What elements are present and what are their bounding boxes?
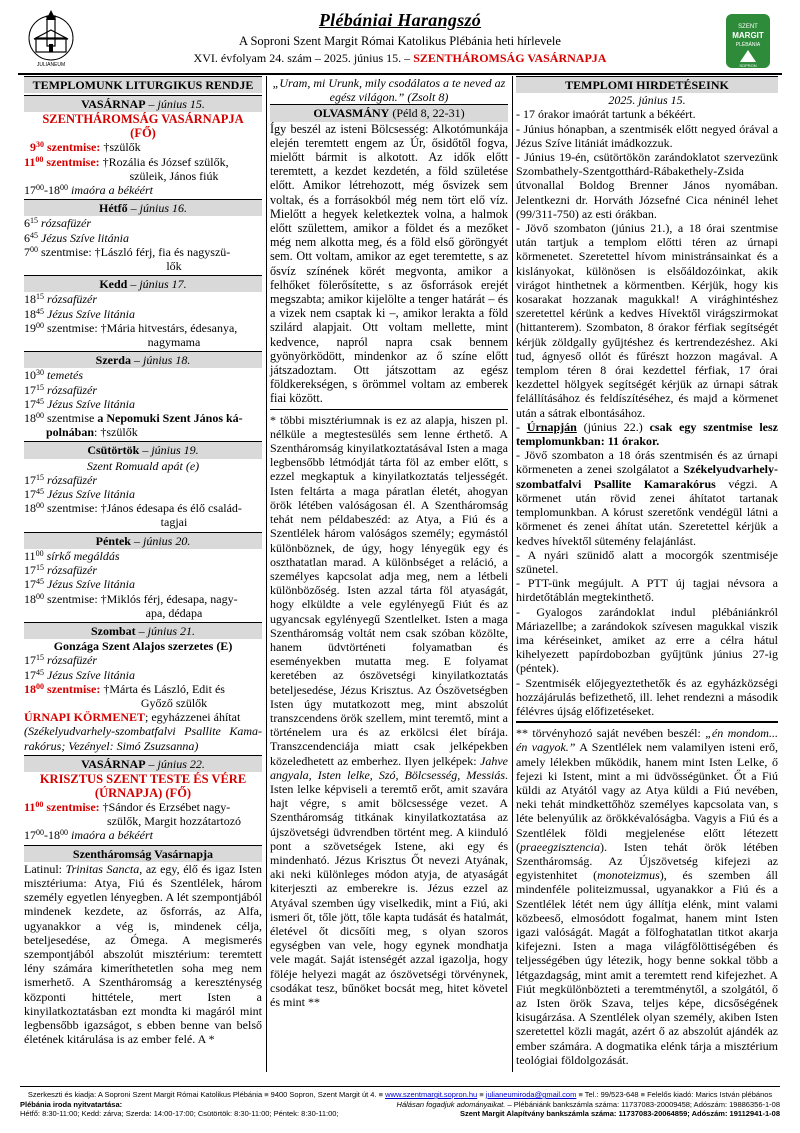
schedule-entry: $17^{45}$ Jézus Szíve litánia bbox=[24, 667, 135, 682]
schedule-entry: $18^{00}$ szentmise: †János édesapa és élő család- bbox=[24, 501, 242, 516]
day-heading-wednesday: Szerda – június 18. bbox=[24, 351, 262, 368]
schedule-entry: $17^{15}$ rózsafüzér bbox=[24, 382, 98, 397]
schedule-entry: $6^{45}$ Jézus Szíve litánia bbox=[24, 230, 129, 245]
schedule-entry: $17^{15}$ rózsafüzér bbox=[24, 653, 98, 668]
sunday-rank: (FŐ) bbox=[130, 126, 156, 141]
masthead-area bbox=[18, 8, 782, 76]
divider bbox=[516, 721, 778, 723]
mass-intention-cont: szüleik, János fiúk bbox=[129, 168, 219, 183]
schedule-entry: $18^{45}$ Jézus Szíve litánia bbox=[24, 306, 135, 321]
schedule-entry-cont: nagymama bbox=[147, 335, 201, 350]
notice-item: - Június hónapban, a szentmisék előtt negyed órával a Jézus Szíve litániát imádkozzuk. bbox=[516, 121, 778, 150]
prayer-hour: $17^{00}-18^{00}$ imaóra a békéért bbox=[24, 828, 153, 843]
parish-logo-bot: PLÉBÁNIA bbox=[735, 42, 761, 48]
reading-heading: OLVASMÁNY (Péld 8, 22-31) bbox=[270, 104, 508, 121]
divider bbox=[270, 409, 508, 410]
footer bbox=[20, 1090, 780, 1119]
saint-of-day: Szent Romuald apát (e) bbox=[86, 458, 200, 473]
schedule-entry: $19^{00}$ szentmise: †Mária hitvestárs, édesanya, bbox=[24, 320, 238, 335]
trinity-continuation-2: ** törvényhozó saját nevében beszél: „én mondom... én vagyok.” A Szentlélek nem valamilyen isteni erő, amely lélekben működik, hanem mint Isten Lelke, ő fejezi ki Istent, mint a mi üdvösségünket. Őt a Fiú küldi az Atyától vagy az Atya küldi a Fiú nevében, neki tehát mindkettőhöz személyes kapcsolata van, s léte belenyúlik az örökkévalóságba. Vagyis a Fiú és a Szentlélek földi megjelenése előtt létezett (praeegzisztenciа). Isten tehát örök létében Szentháromság. Az Újszövetség kifejezi az egyistenhitet (monoteizmus), és szemben áll mindenféle politeizmussal, ugyanakkor a Fiú és a Szentlélek létét nem úgy állítja elénk, mint valami közbeeső, elmosódott fogalmat, hanem mint Isten igazi valóságát. Magát a fölfoghatatlan titkot akarja kifejezni. Isten a maga világfölöttiségében és teljességében úgy létezik, hogy benne sokkal több a létgazdagság, mint amit a teremtett rend kifejezhet. A Fiút megkülönbözteti a teremtménytől, a szolgától, ő az Isten örök Szava, teljes képe, dicsőségének kisugárzása. A Szentlélek olyan személy, akiben Isten szeretettel közli magát, azért ő az abszolút ajándék az ember számára. A dogmatika elénk tárja a misztérium teológiai földolgozását. bbox=[516, 726, 778, 1067]
notice-item: - 17 órakor imaórát tartunk a békéért. bbox=[516, 107, 696, 122]
procession-note: (Székelyudvarhely-szombatfalvi Psallite Kama-rakórus; Vezényel: Simó Zsuzsanna) bbox=[24, 724, 262, 753]
mass-time: $11^{00}$ szentmise: bbox=[24, 154, 103, 169]
notice-urnap: - Úrnapján (június 22.) csak egy szentmise lesz templomunkban: 11 órakor. bbox=[516, 419, 778, 449]
schedule-entry: $17^{45}$ Jézus Szíve litánia bbox=[24, 396, 135, 411]
church-logo bbox=[26, 8, 76, 72]
notice-item: - PTT-ünk megújult. A PTT új tagjai névsora a hirdetőtáblán megtekinthető. bbox=[516, 576, 778, 605]
parish-logo-small: SOPRON bbox=[739, 63, 757, 68]
schedule-entry: $18^{00}$ szentmise: †Miklós férj, édesapa, nagy- bbox=[24, 591, 238, 606]
day-heading-friday: Péntek – június 20. bbox=[24, 532, 262, 549]
mass-entry bbox=[24, 155, 262, 169]
liturgy-column bbox=[24, 76, 262, 1046]
prayer-hour: $17^{00}-18^{00}$ imaóra a békéért bbox=[24, 183, 153, 198]
reading-column bbox=[270, 76, 508, 1009]
notice-item: - Jövő szombaton a 18 órás szentmisén és az úrnapi körmeneten a zenei szolgálatot a Székelyudvarhely-szombatfalvi Psallite Kamarakórus végzi. A körmenet után rövid zenei áhítatot tartanak templomunkban. A kórust szeretőnk vendégül látni a körmenet és zenei áhítat után. Szeretettel kérjük a kedves hívektől sütemény felajánlást. bbox=[516, 448, 778, 548]
schedule-entry: $11^{00}$ sírkő megáldás bbox=[24, 548, 120, 563]
footer-row bbox=[20, 1109, 780, 1119]
notice-item: - Jövő szombaton (június 21.), a 18 órai szentmise után tartjuk a templom előtti téren az úrnapi körmenetet. Szeretettel hívom ministránsainkat és a kislányokat, különösen is elsőáldozóinkat, akik virágot hinthetnek a körmentben. Kérjük, hogy kis kosarakat hozzanak magukkal! A virághintéshez szeretettel kérünk a kedves Hívektől virágszirmokat (hittanterem). Szombaton, 8 órakor férfiak segítségét kérjük zöldgally gyűjtéshez és kertrendezéshez. Aki tud, ágnyeső ollót és fűrészt hozzon magával. A templom téren 8 órai kezdettel férfiak, 17 órai kezdettel hölgyek segítségét kérjük az úrnapi sátrak felállításához és feldíszítéséhez, és majd a körmenet után a sátrak elbontásához. bbox=[516, 221, 778, 420]
schedule-entry-cont: lők bbox=[166, 259, 182, 274]
issue-feast: SZENTHÁROMSÁG VASÁRNAPJA bbox=[413, 51, 607, 65]
notices-date: 2025. június 15. bbox=[608, 93, 686, 108]
schedule-entry: $6^{15}$ rózsafüzér bbox=[24, 216, 92, 231]
footer-row bbox=[20, 1100, 780, 1110]
foundation-bank: Szent Margit Alapítvány bankszámla száma: 11737083-20064859; Adószám: 19112941-1-08 bbox=[459, 1109, 780, 1118]
mass-entry bbox=[24, 140, 262, 154]
reading-text: Így beszél az isteni Bölcsesség: Alkotómunkája elején teremtett engem az Úr, ősidőtől fogva, mielőtt bármit is alkotott. Az idők előtt teremtett, a kezdet kezdetén, a föld születése előtt. Amikor létrehozott, még ősvizek sem voltak, és a forrásokból még nem tört elő víz. Mielőtt a hegyek keletkeztek volna, a halmok előtt születtem, amikor a földet és a mezőket még nem alkotta meg, és a föld első göröngyét sem. Ott voltam, amikor az eget teremtette, s az ősvíz színének körét megvonta, amikor a felhőket fölerősítette, s az ősforrások erejét megszabta; amikor kijelölte a tenger határát – és a vizek nem csaptak ki –, amikor lerakta a föld szilárd alapjait. Ott voltam mellette, mint kedvence, napról napra csak bennem gyönyörködött, mindenkor az ő színe előtt játszadoztam. Ott játszottam az egész földkerekségen, s örömmel voltam az emberek fiai között. bbox=[270, 121, 508, 406]
schedule-entry: $17^{45}$ Jézus Szíve litánia bbox=[24, 577, 135, 592]
schedule-entry: $17^{15}$ rózsafüzér bbox=[24, 472, 98, 487]
church-logo-text: JULIANEUM bbox=[36, 62, 66, 68]
day-heading-tuesday: Kedd – június 17. bbox=[24, 275, 262, 292]
office-hours: Hétfő: 8:30-11:00; Kedd: zárva; Szerda: 14:00-17:00; Csütörtök: 8:30-11:00; Péntek: 8:30-11:00; bbox=[20, 1109, 339, 1118]
notice-item: - Június 19-én, csütörtökön zarándoklatot szervezünk Szombathely-Szentgotthárd-Rábakethely-Zsida útvonallal Boldog Brenner János nyomában. Jelentkezni dr. Horváth Józsefné Cica néninél lehet (99/311-750) az esti órákban. bbox=[516, 150, 778, 221]
mass-intention: †Rozália és József szülők, bbox=[102, 154, 229, 169]
sunday-feast: SZENTHÁROMSÁG VASÁRNAPJA bbox=[42, 112, 244, 127]
footer-publisher: Szerkeszti és kiadja: A Soproni Szent Margit Római Katolikus Plébánia ≡ 9400 Sopron, Szent Margit út 4. ≡ www.szentmargit.sopron.hu ≡ julianeumiroda@gmail.com ≡ Tel.: 99/523-648 ≡ Felelős kiadó: Marics István plébános bbox=[27, 1090, 773, 1099]
psalm-quote: „Uram, mi Urunk, mily csodálatos a te neved az egész világon.” (Zsolt 8) bbox=[272, 76, 506, 105]
day-heading-monday: Hétfő – június 16. bbox=[24, 199, 262, 216]
trinity-continuation: * többi misztériumnak is ez az alapja, hiszen pl. nélküle a megtestesülés sem lenne érthető. A Szentháromság kinyilatkoztatásával Isten a maga legbensőbb létmódját tárta föl az ember előtt, s ezzel megkaptuk a kinyilatkoztatás teljességét. Isten feltárta a maga páratlan életét, ahogyan örök létében valóságosan él. A Szentháromság tehát nem példabeszéd: az Atya, a Fiú és a Szentlélek három valóságos személy; egymástól különböznek, de úgy, hogy lényegük egy és oszthatatlan marad. A különbséget a reláció, a személyes kapcsolat adja meg, nem a létbeli különbözőség. Isten azzal tárta föl atyaságát, hogy elküldte a vele egylényegű Fiút és az ugyancsak egylényegű Szentlelket. Isten a maga Szentháromság voltát nem csak szóban közölte, hanem üdvtörténeti folyamatban és eseményekben mutatta meg. E folyamat keretében az ószövetségi kinyilatkoztatás beteljesedése, Jézus Krisztus. Az Ószövetségben Isten úgy mutatkozott meg, mint abszolút transzcendens örök szellem, mint teremtő, mint a történelem ura és az erkölcsi élet bírája. Transzcendenciája miatt csak jelképekben közeledhetett az emberhez. Ilyen jelképek: Jahve angyala, Isten lelke, Szó, Bölcsesség, Messiás. Isten lelke képviseli a teremtő erőt, amit szavára hajt végre, s amit bölcsessége vezet. A Szentháromság titkának kinyilatkoztatása az újszövetségi üdvrendben történt meg. A kiinduló pont a szövetségek Istene, aki egy és mindenható. Jézus Krisztus Őt nevezi Atyának, aki neki különleges módon atyja, de atyaságát kiterjeszti az emberekre is. Jézus ezzel az Atyával szemben úgy viselkedik, mint a Fiú, aki ismeri őt, tőle jött, tőle kapta tudását és hatalmát, életével őt dicsőíti meg, s olyan szoros egységben van vele, hogy egynek mondhatja vele magát. Saját istenségét azzal igazolja, hogy föléje helyezi magát az ószövetségi törvénynek, csodákat tesz, bűnöket bocsát meg, hitet követel és mint ** bbox=[270, 412, 508, 1009]
email-link[interactable]: julianeumiroda@gmail.com bbox=[485, 1090, 577, 1099]
schedule-entry: $18^{00}$ szentmise a Nepomuki Szent János ká- bbox=[24, 411, 243, 426]
office-hours-label: Plébánia iroda nyitvatartása: bbox=[20, 1099, 123, 1109]
column-divider bbox=[266, 76, 267, 1072]
parish-logo-mid: MARGIT bbox=[732, 31, 764, 40]
footer-rule bbox=[20, 1086, 780, 1087]
schedule-entry-cont: polnában: †szülők bbox=[46, 425, 138, 440]
notice-item: - Gyalogos zarándoklat indul plébániánkról Máriazellbe; a zarándokok szívesen magukkal viszik ima kéréseinket, amiket az erre a célra hátul kihelyezett papírdobozban gyűjtünk június 27-ig (péntek). bbox=[516, 604, 778, 676]
day-heading-thursday: Csütörtök – június 19. bbox=[24, 441, 262, 458]
schedule-entry: $17^{15}$ rózsafüzér bbox=[24, 563, 98, 578]
mass-intention: †szülők bbox=[103, 140, 141, 155]
notices-heading: TEMPLOMI HIRDETÉSEINK bbox=[516, 76, 778, 93]
parish-logo bbox=[722, 10, 774, 72]
newsletter-subtitle: A Soproni Szent Margit Római Katolikus Plébánia heti hírlevele bbox=[239, 34, 561, 48]
sunday2-feast: KRISZTUS SZENT TESTE ÉS VÉRE bbox=[39, 771, 247, 786]
mass-entry: $11^{00}$ szentmise: †Sándor és Erzsébet nagy- bbox=[24, 799, 231, 814]
trinity-heading: Szentháromság Vasárnapja bbox=[24, 845, 262, 862]
schedule-entry: $17^{45}$ Jézus Szíve litánia bbox=[24, 487, 135, 502]
parish-logo-top: SZENT bbox=[738, 24, 758, 30]
saint-of-day: Gonzága Szent Alajos szerzetes (E) bbox=[53, 639, 233, 654]
notice-item: - A nyári szünidő alatt a mocorgók szentmiséje szünetel. bbox=[516, 547, 778, 576]
schedule-entry-cont: apa, dédapa bbox=[145, 605, 203, 620]
sunday2-rank: (ÚRNAPJA) (FŐ) bbox=[94, 785, 192, 800]
notice-item: - Szentmisék előjegyeztethetők és az egyházközségi hozzájárulás befizethető, ill. lehet rendezni a második félévres újság előfizetéseket. bbox=[516, 675, 778, 718]
day-name: VASÁRNAP bbox=[81, 97, 146, 112]
newsletter-title: Plébániai Harangszó bbox=[318, 10, 482, 30]
mass-entry: $18^{00}$ szentmise: †Márta és László, Edit és bbox=[24, 681, 225, 696]
bank-info: Hálásan fogadjuk adományaikat. – Plébániánk bankszámla száma: 11737083-20009458; Adószám: 19886356-1-08 bbox=[396, 1099, 780, 1109]
header-rule bbox=[18, 73, 782, 75]
column-divider bbox=[512, 76, 513, 1072]
notices-column bbox=[516, 76, 778, 1067]
issue-prefix: XVI. évfolyam 24. szám – 2025. június 15. – bbox=[193, 51, 414, 65]
mass-intention-cont: szülők, Margit hozzátartozó bbox=[106, 814, 242, 829]
schedule-entry: $18^{15}$ rózsafüzér bbox=[24, 292, 98, 307]
day-heading-saturday: Szombat – június 21. bbox=[24, 622, 262, 639]
schedule-entry: $7^{00}$ szentmise: †László férj, fia és nagyszü- bbox=[24, 244, 231, 259]
mass-time: $9^{30}$ szentmise: bbox=[30, 140, 104, 155]
website-link[interactable]: www.szentmargit.sopron.hu bbox=[385, 1090, 478, 1099]
procession: ÚRNAPI KÖRMENET; egyházzenei áhítat bbox=[24, 710, 241, 725]
trinity-text: Latinul: Trinitas Sancta, az egy, élő és igaz Isten misztériuma: Atya, Fiú és Szentlélek, három személy egyetlen lényegben. A lét szempontjából mindenek kezdete, az ősforrás, az Alfa, ugyanakkor a vég is, mindenek célja, beteljesedése, az Ómega. A megismerés szempontjából abszolút misztérium: teremtett lény számára kimeríthetetlen soha meg nem ismerhető. A Szentháromság a kereszténység központi hittétele, mert Isten a kinyilatkoztatásban ezt mondta ki magáról mint legbensőbb igazságot, s ebben benne van belső életének kitárulása is az ember felé. A * bbox=[24, 861, 262, 1047]
day-heading-sunday bbox=[24, 95, 262, 112]
masthead bbox=[88, 10, 712, 66]
schedule-entry: $10^{30}$ temetés bbox=[24, 368, 83, 383]
day-date: – június 15. bbox=[145, 97, 205, 112]
liturgy-heading: TEMPLOMUNK LITURGIKUS RENDJE bbox=[24, 76, 262, 93]
day-heading-sunday2: VASÁRNAP – június 22. bbox=[24, 755, 262, 772]
issue-line bbox=[88, 51, 712, 66]
schedule-entry-cont: Győző szülők bbox=[140, 695, 208, 710]
schedule-entry-cont: tagjai bbox=[160, 515, 188, 530]
